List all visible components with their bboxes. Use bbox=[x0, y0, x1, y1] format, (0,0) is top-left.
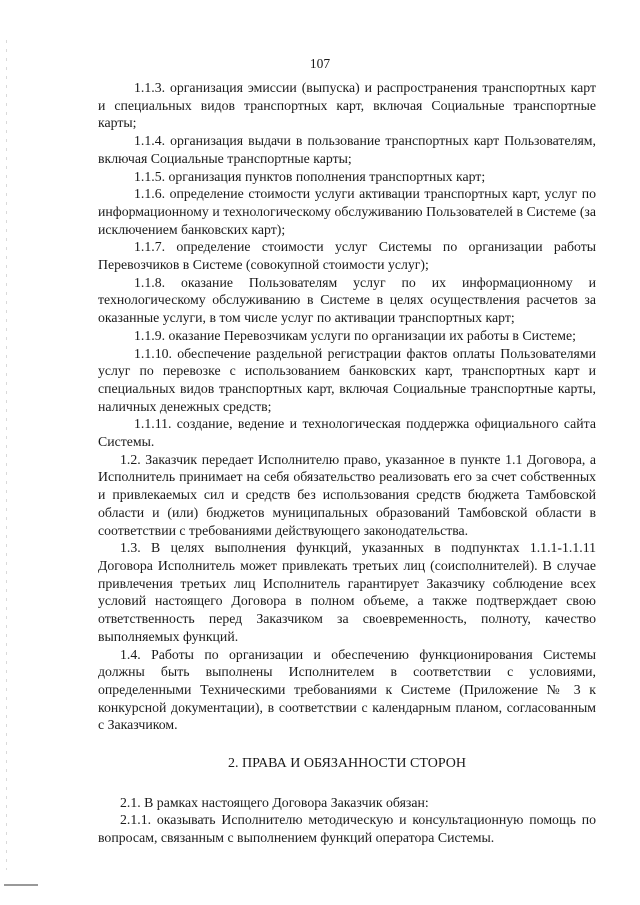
clause-1-1-3: 1.1.3. организация эмиссии (выпуска) и распространения транспортных карт и специальных видов транспортных карт, включая Социальные транспортные карты; bbox=[98, 80, 596, 131]
section-heading: 2. ПРАВА И ОБЯЗАННОСТИ СТОРОН bbox=[227, 756, 467, 772]
clause-1-1-5: 1.1.5. организация пунктов пополнения транспортных карт; bbox=[134, 168, 486, 184]
clause-1-1-4: 1.1.4. организация выдачи в пользование транспортных карт Пользователям, включая Социальные транспортные карты; bbox=[98, 133, 596, 166]
page-number: 107 bbox=[309, 56, 331, 71]
clause-1-1-11: 1.1.11. создание, ведение и технологическая поддержка официального сайта Системы. bbox=[98, 416, 596, 450]
clause-1-1-10: 1.1.10. обеспечение раздельной регистрации фактов оплаты Пользователями услуг по перевозке с использованием банковских карт, транспортных карт и специальных видов транспортных карт, включая Социальные транспортные карты, наличных денежных средств; bbox=[98, 345, 596, 414]
document-body bbox=[98, 79, 596, 847]
scan-edge-artifact bbox=[6, 40, 7, 870]
scan-mark-artifact bbox=[4, 884, 38, 886]
clause-1-1-7: 1.1.7. определение стоимости услуг Системы по организации работы Перевозчиков в Системе (совокупной стоимости услуг); bbox=[98, 239, 596, 273]
clause-1-4: 1.4. Работы по организации и обеспечению функционирования Системы должны быть выполнены Исполнителем в соответствии с условиями, определенными Техническими требованиями к Системе (Приложение № 3 к конкурсной документации), в соответствии с календарным планом, согласованным с Заказчиком. bbox=[98, 646, 596, 733]
clause-2-1: 2.1. В рамках настоящего Договора Заказчик обязан: bbox=[120, 794, 429, 810]
clause-1-2: 1.2. Заказчик передает Исполнителю право, указанное в пункте 1.1 Договора, а Исполнитель принимает на себя обязательство реализовать его за счет собственных и привлекаемых сил и средств без использования средств бюджета Тамбовской области и (или) бюджетов муниципальных образований Тамбовской области в соответствии с требованиями действующего законодательства. bbox=[98, 451, 596, 538]
clause-1-1-6: 1.1.6. определение стоимости услуги активации транспортных карт, услуг по информационному и технологическому обслуживанию Пользователей в Системе (за исключением банковских карт); bbox=[98, 186, 596, 237]
clause-1-1-8: 1.1.8. оказание Пользователям услуг по их информационному и технологическому обслуживанию в Системе в целях осуществления расчетов за оказанные услуги, в том числе услуг по активации транспортных карт; bbox=[98, 274, 596, 326]
clause-2-1-1: 2.1.1. оказывать Исполнителю методическую и консультационную помощь по вопросам, связанным с выполнением функций оператора Системы. bbox=[98, 812, 596, 846]
clause-1-3: 1.3. В целях выполнения функций, указанных в подпунктах 1.1.1-1.1.11 Договора Исполнитель может привлекать третьих лиц (соисполнителей). В случае привлечения третьих лиц Исполнитель гарантирует Заказчику соблюдение всех условий настоящего Договора в полном объеме, а также подтверждает свою ответственность перед Заказчиком за своевременность, полноту, качество выполняемых функций. bbox=[98, 540, 596, 644]
clause-1-1-9: 1.1.9. оказание Перевозчикам услуги по организации их работы в Системе; bbox=[134, 327, 576, 343]
